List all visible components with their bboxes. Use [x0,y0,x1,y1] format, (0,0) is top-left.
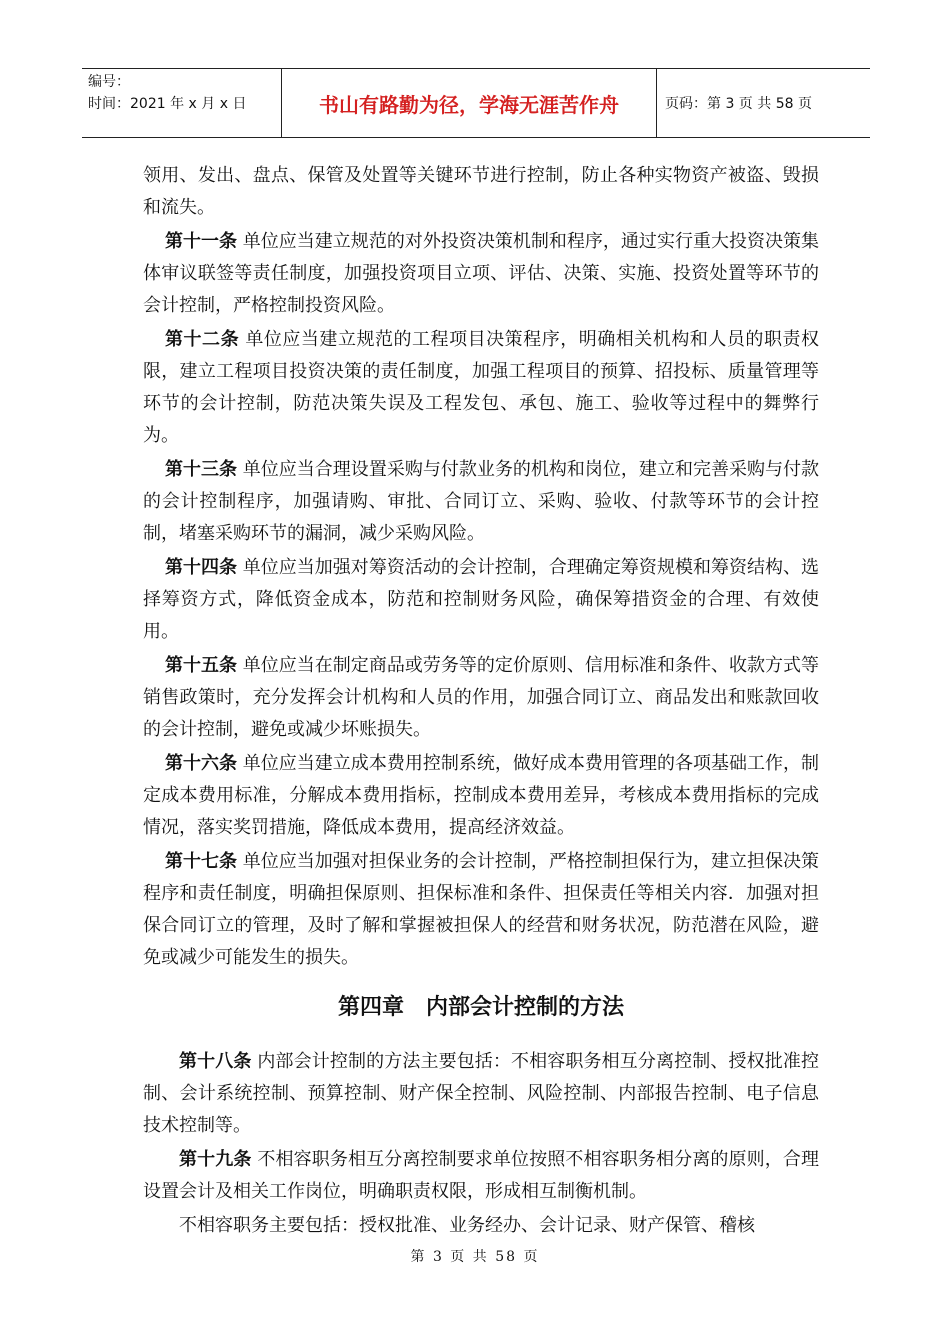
article-19 [143,1144,819,1208]
page-header [82,68,870,138]
article-text: 内部会计控制的方法主要包括：不相容职务相互分离控制、授权批准控制、会计系统控制、预算控制、财产保全控制、风险控制、内部报告控制、电子信息技术控制等。 [143,1051,820,1136]
chapter-heading: 第四章 内部会计控制的方法 [337,995,624,1020]
article-text: 单位应当加强对筹资活动的会计控制，合理确定筹资规模和筹资结构、选择筹资方式，降低资金成本，防范和控制财务风险，确保筹措资金的合理、有效使用。 [143,557,819,642]
article-title: 第十七条 [165,851,238,872]
article-12 [143,324,819,452]
article-text: 单位应当合理设置采购与付款业务的机构和岗位，建立和完善采购与付款的会计控制程序，加强请购、审批、合同订立、采购、验收、付款等环节的会计控制，堵塞采购环节的漏洞，减少采购风险。 [143,459,819,544]
article-text: 不相容职务相互分离控制要求单位按照不相容职务相分离的原则，合理设置会计及相关工作岗位，明确职责权限，形成相互制衡机制。 [143,1149,820,1202]
article-title: 第十三条 [165,459,238,480]
article-11 [143,226,819,322]
document-date: 时间：2021 年 x 月 x 日 [88,96,247,112]
article-17 [143,846,819,974]
article-title: 第十九条 [179,1149,252,1170]
article-16 [143,748,819,844]
article-title: 第十八条 [179,1051,252,1072]
paragraph: 不相容职务主要包括：授权批准、业务经办、会计记录、财产保管、稽核 [179,1215,755,1236]
article-18 [143,1046,819,1142]
article-title: 第十二条 [165,329,240,350]
document-body [143,160,819,1244]
article-text: 单位应当建立规范的工程项目决策程序，明确相关机构和人员的职责权限，建立工程项目投资决策的责任制度，加强工程项目的预算、招投标、质量管理等环节的会计控制，防范决策失误及工程发包、承包、施工、验收等过程中的舞弊行为。 [143,329,820,446]
header-page-info: 页码：第 3 页 共 58 页 [665,96,812,112]
article-text: 单位应当在制定商品或劳务等的定价原则、信用标准和条件、收款方式等销售政策时，充分发挥会计机构和人员的作用，加强合同订立、商品发出和账款回收的会计控制，避免或减少坏账损失。 [143,655,819,740]
article-15 [143,650,819,746]
header-meta [82,69,282,137]
article-text: 单位应当加强对担保业务的会计控制，严格控制担保行为，建立担保决策程序和责任制度，明确担保原则、担保标准和条件、担保责任等相关内容．加强对担保合同订立的管理，及时了解和掌握被担保人的经营和财务状况，防范潜在风险，避免或减少可能发生的损失。 [143,851,819,968]
page-footer: 第 3 页 共 58 页 [410,1249,540,1265]
article-text: 单位应当建立成本费用控制系统，做好成本费用管理的各项基础工作，制定成本费用标准，分解成本费用指标，控制成本费用差异，考核成本费用指标的完成情况，落实奖罚措施，降低成本费用，提高经济效益。 [143,753,819,838]
paragraph: 领用、发出、盘点、保管及处置等关键环节进行控制，防止各种实物资产被盗、毁损和流失。 [143,165,819,218]
header-motto: 书山有路勤为径，学海无涯苦作舟 [282,69,657,137]
article-title: 第十五条 [165,655,238,676]
article-13 [143,454,819,550]
article-14 [143,552,819,648]
article-text: 单位应当建立规范的对外投资决策机制和程序，通过实行重大投资决策集体审议联签等责任制度，加强投资项目立项、评估、决策、实施、投资处置等环节的会计控制，严格控制投资风险。 [143,231,819,316]
article-title: 第十一条 [165,231,238,252]
document-number-label: 编号： [88,74,130,90]
article-title: 第十六条 [165,753,238,774]
article-title: 第十四条 [165,557,238,578]
